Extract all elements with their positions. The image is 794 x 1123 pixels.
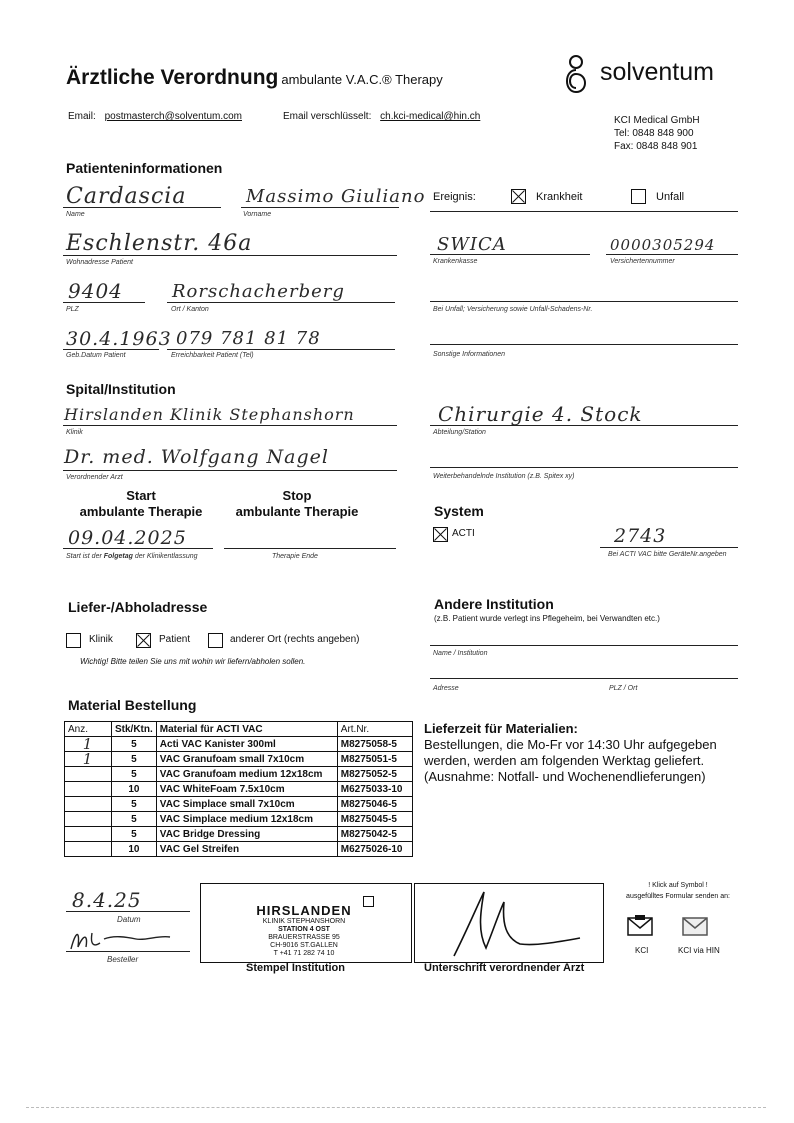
weiter-caption: Weiterbehandelnde Institution (z.B. Spitex xy) xyxy=(433,473,575,480)
krankheit-label: Krankheit xyxy=(536,191,583,203)
send-block xyxy=(603,880,753,902)
table-row xyxy=(65,797,413,812)
versnr-line xyxy=(606,254,738,255)
stamp-line-3: BRAUERSTRASSE 95 xyxy=(268,934,340,941)
material-artnr-cell: M8275045-5 xyxy=(337,812,412,827)
ort-line xyxy=(167,302,395,303)
lieferzeit-text-1: Bestellungen, die Mo-Fr vor 14:30 Uhr aufgegeben xyxy=(424,737,717,752)
unfall-label: Unfall xyxy=(656,191,685,203)
section-patient: Patienteninformationen xyxy=(66,160,223,176)
material-name-cell: VAC Simplace medium 12x18cm xyxy=(156,812,337,827)
material-stk-cell: 10 xyxy=(112,842,157,857)
unfall-checkbox[interactable] xyxy=(631,189,646,204)
section-liefer: Liefer-/Abholadresse xyxy=(68,599,208,615)
lieferzeit-block xyxy=(424,721,717,785)
company-fax: Fax: 0848 848 901 xyxy=(614,141,698,152)
material-anz-cell[interactable] xyxy=(65,827,112,842)
abteilung-value[interactable]: Chirurgie 4. Stock xyxy=(438,402,643,426)
besteller-line xyxy=(66,951,190,952)
material-artnr-cell: M8275042-5 xyxy=(337,827,412,842)
start-date-value[interactable]: 09.04.2025 xyxy=(68,527,187,549)
material-anz-cell[interactable]: 1 xyxy=(65,737,112,752)
kasse-caption: Krankenkasse xyxy=(433,258,478,265)
email-row xyxy=(68,111,242,122)
material-name-cell: VAC Granufoam medium 12x18cm xyxy=(156,767,337,782)
sonstige-caption: Sonstige Informationen xyxy=(433,351,505,358)
lieferzeit-text-3: (Ausnahme: Notfall- und Wochenendlieferungen) xyxy=(424,769,706,784)
liefer-hint: Wichtig! Bitte teilen Sie uns mit wohin wir liefern/abholen sollen. xyxy=(80,657,306,666)
stamp-line-1: KLINIK STEPHANSHORN xyxy=(262,918,346,925)
start-caption-a: Start ist der xyxy=(66,553,104,560)
solventum-logo-icon xyxy=(560,52,592,96)
start-heading xyxy=(66,488,216,520)
material-stk-cell: 5 xyxy=(112,827,157,842)
header-artnr: Art.Nr. xyxy=(337,722,412,737)
header-stk: Stk/Ktn. xyxy=(112,722,157,737)
andere-adresse-line xyxy=(430,678,738,679)
sign-caption: Unterschrift verordnender Arzt xyxy=(424,962,585,974)
phone-line xyxy=(167,349,395,350)
stamp-block xyxy=(224,903,384,958)
klick-text: ! Klick auf Symbol ! xyxy=(648,882,708,889)
liefer-klinik-checkbox[interactable] xyxy=(66,633,81,648)
material-artnr-cell: M8275051-5 xyxy=(337,752,412,767)
unfall-info-line xyxy=(430,301,738,302)
datum-line xyxy=(66,911,190,912)
stamp-title: HIRSLANDEN xyxy=(256,903,352,918)
start-caption xyxy=(66,553,198,560)
besteller-caption: Besteller xyxy=(107,955,139,964)
kasse-value[interactable]: SWICA xyxy=(437,234,507,255)
material-anz-cell[interactable] xyxy=(65,767,112,782)
acti-label: ACTI xyxy=(452,528,475,539)
arzt-value[interactable]: Dr. med. Wolfgang Nagel xyxy=(64,446,329,468)
material-anz-cell[interactable] xyxy=(65,842,112,857)
abteilung-caption: Abteilung/Station xyxy=(433,429,486,436)
start-caption-c: der Klinikentlassung xyxy=(132,553,198,560)
patient-dob-value[interactable]: 30.4.1963 xyxy=(66,328,172,350)
krankheit-checkbox[interactable] xyxy=(511,189,526,204)
material-artnr-cell: M8275052-5 xyxy=(337,767,412,782)
material-stk-cell: 5 xyxy=(112,752,157,767)
patient-name-value[interactable]: Cardascia xyxy=(66,184,187,209)
stop-heading-2: ambulante Therapie xyxy=(235,504,359,519)
klinik-caption: Klinik xyxy=(66,429,83,436)
stop-heading xyxy=(222,488,372,520)
kci-hin-label: KCI via HIN xyxy=(678,946,720,955)
email-label: Email: xyxy=(68,111,96,122)
dob-caption: Geb.Datum Patient xyxy=(66,352,126,359)
ereignis-line xyxy=(430,211,738,212)
table-row xyxy=(65,737,413,752)
material-anz-cell[interactable] xyxy=(65,812,112,827)
material-name-cell: VAC Gel Streifen xyxy=(156,842,337,857)
geraet-line xyxy=(600,547,738,548)
material-name-cell: VAC WhiteFoam 7.5x10cm xyxy=(156,782,337,797)
liefer-anderer-checkbox[interactable] xyxy=(208,633,223,648)
table-row xyxy=(65,752,413,767)
email-enc-link[interactable]: ch.kci-medical@hin.ch xyxy=(380,111,481,122)
table-row xyxy=(65,782,413,797)
start-caption-b: Folgetag xyxy=(103,553,133,560)
plz-caption: PLZ xyxy=(66,306,79,313)
material-anz-cell[interactable]: 1 xyxy=(65,752,112,767)
section-material: Material Bestellung xyxy=(68,697,197,713)
address-line xyxy=(63,255,397,256)
brand-name: solventum xyxy=(600,58,714,86)
email-enc-label: Email verschlüsselt: xyxy=(283,111,372,122)
address-caption: Wohnadresse Patient xyxy=(66,259,133,266)
company-name: KCI Medical GmbH xyxy=(614,115,700,126)
stop-line xyxy=(224,548,396,549)
patient-address-value[interactable]: Eschlenstr. 46a xyxy=(66,231,253,256)
stamp-line-5: T +41 71 282 74 10 xyxy=(273,950,335,957)
andere-name-line xyxy=(430,645,738,646)
weiter-line xyxy=(430,467,738,468)
material-name-cell: VAC Granufoam small 7x10cm xyxy=(156,752,337,767)
header-anz: Anz. xyxy=(65,722,112,737)
dob-line xyxy=(63,349,159,350)
material-artnr-cell: M8275046-5 xyxy=(337,797,412,812)
unfall-info-caption: Bei Unfall; Versicherung sowie Unfall-Schadens-Nr. xyxy=(433,306,593,313)
material-stk-cell: 5 xyxy=(112,797,157,812)
arzt-signature-icon xyxy=(440,888,590,960)
abteilung-line xyxy=(430,425,738,426)
material-artnr-cell: M6275026-10 xyxy=(337,842,412,857)
liefer-klinik-label: Klinik xyxy=(89,634,113,645)
company-block xyxy=(614,114,700,153)
section-system: System xyxy=(434,503,484,519)
versnr-value[interactable]: 0000305294 xyxy=(610,236,716,254)
liefer-patient-label: Patient xyxy=(159,634,191,645)
arzt-caption: Verordnender Arzt xyxy=(66,474,123,481)
datum-value[interactable]: 8.4.25 xyxy=(72,888,142,912)
andere-hint: (z.B. Patient wurde verlegt ins Pflegeheim, bei Verwandten etc.) xyxy=(434,614,660,623)
phone-caption: Erreichbarkeit Patient (Tel) xyxy=(171,352,254,359)
klinik-value[interactable]: Hirslanden Klinik Stephanshorn xyxy=(64,405,355,424)
material-table xyxy=(64,721,413,857)
material-anz-cell[interactable] xyxy=(65,782,112,797)
andere-adresse-caption: Adresse xyxy=(433,685,459,692)
lieferzeit-text-2: werden, werden am folgenden Werktag geliefert. xyxy=(424,753,705,768)
vorname-line xyxy=(241,207,399,208)
geraet-caption: Bei ACTI VAC bitte GeräteNr.angeben xyxy=(608,551,727,558)
liefer-patient-checkbox[interactable] xyxy=(136,633,151,648)
acti-checkbox[interactable] xyxy=(433,527,448,542)
email-link[interactable]: postmasterch@solventum.com xyxy=(104,111,242,122)
kci-label: KCI xyxy=(635,946,649,955)
start-heading-2: ambulante Therapie xyxy=(79,504,203,519)
stop-caption: Therapie Ende xyxy=(272,553,318,560)
name-caption: Name xyxy=(66,211,85,218)
stamp-line-4: CH-9016 ST.GALLEN xyxy=(270,942,338,949)
lieferzeit-title: Lieferzeit für Materialien: xyxy=(424,721,578,736)
material-name-cell: VAC Simplace small 7x10cm xyxy=(156,797,337,812)
material-header-row xyxy=(65,722,413,737)
arzt-line xyxy=(63,470,397,471)
material-name-cell: Acti VAC Kanister 300ml xyxy=(156,737,337,752)
table-row xyxy=(65,767,413,782)
versnr-caption: Versichertennummer xyxy=(610,258,675,265)
material-name-cell: VAC Bridge Dressing xyxy=(156,827,337,842)
geraet-nr-value[interactable]: 2743 xyxy=(614,525,667,547)
start-heading-1: Start xyxy=(126,488,156,503)
kci-mail-icon[interactable] xyxy=(627,915,653,937)
send-text: ausgefülltes Formular senden an: xyxy=(626,893,730,900)
section-andere: Andere Institution xyxy=(434,596,554,612)
material-artnr-cell: M8275058-5 xyxy=(337,737,412,752)
email-enc-row xyxy=(283,111,480,122)
material-stk-cell: 5 xyxy=(112,737,157,752)
company-tel: Tel: 0848 848 900 xyxy=(614,128,694,139)
bottom-rule xyxy=(26,1107,766,1108)
kci-hin-mail-icon[interactable] xyxy=(682,915,708,937)
material-artnr-cell: M6275033-10 xyxy=(337,782,412,797)
table-row xyxy=(65,812,413,827)
kasse-line xyxy=(430,254,590,255)
section-spital: Spital/Institution xyxy=(66,381,176,397)
stamp-caption: Stempel Institution xyxy=(246,962,345,974)
liefer-anderer-label: anderer Ort (rechts angeben) xyxy=(230,634,360,645)
patient-ort-value[interactable]: Rorschacherberg xyxy=(172,281,345,302)
andere-plzort-caption: PLZ / Ort xyxy=(609,685,638,692)
plz-line xyxy=(63,302,145,303)
vorname-caption: Vorname xyxy=(243,211,272,218)
header-material: Material für ACTI VAC xyxy=(156,722,337,737)
sonstige-line xyxy=(430,344,738,345)
material-stk-cell: 10 xyxy=(112,782,157,797)
material-stk-cell: 5 xyxy=(112,812,157,827)
ort-caption: Ort / Kanton xyxy=(171,306,209,313)
title-main: Ärztliche Verordnung xyxy=(66,66,279,89)
table-row xyxy=(65,842,413,857)
material-anz-cell[interactable] xyxy=(65,797,112,812)
patient-phone-value[interactable]: 079 781 81 78 xyxy=(176,328,321,349)
patient-vorname-value[interactable]: Massimo Giuliano xyxy=(246,186,426,207)
start-line xyxy=(63,548,213,549)
ereignis-label: Ereignis: xyxy=(433,191,476,203)
stamp-corner-icon xyxy=(363,896,374,907)
stop-heading-1: Stop xyxy=(282,488,312,503)
material-stk-cell: 5 xyxy=(112,767,157,782)
klinik-line xyxy=(63,425,397,426)
name-line xyxy=(63,207,221,208)
datum-caption: Datum xyxy=(117,915,141,924)
form-title xyxy=(66,66,443,90)
andere-name-caption: Name / Institution xyxy=(433,650,488,657)
table-row xyxy=(65,827,413,842)
stamp-line-2: STATION 4 OST xyxy=(278,926,330,933)
patient-plz-value[interactable]: 9404 xyxy=(68,279,123,303)
title-sub: ambulante V.A.C.® Therapy xyxy=(281,72,443,87)
